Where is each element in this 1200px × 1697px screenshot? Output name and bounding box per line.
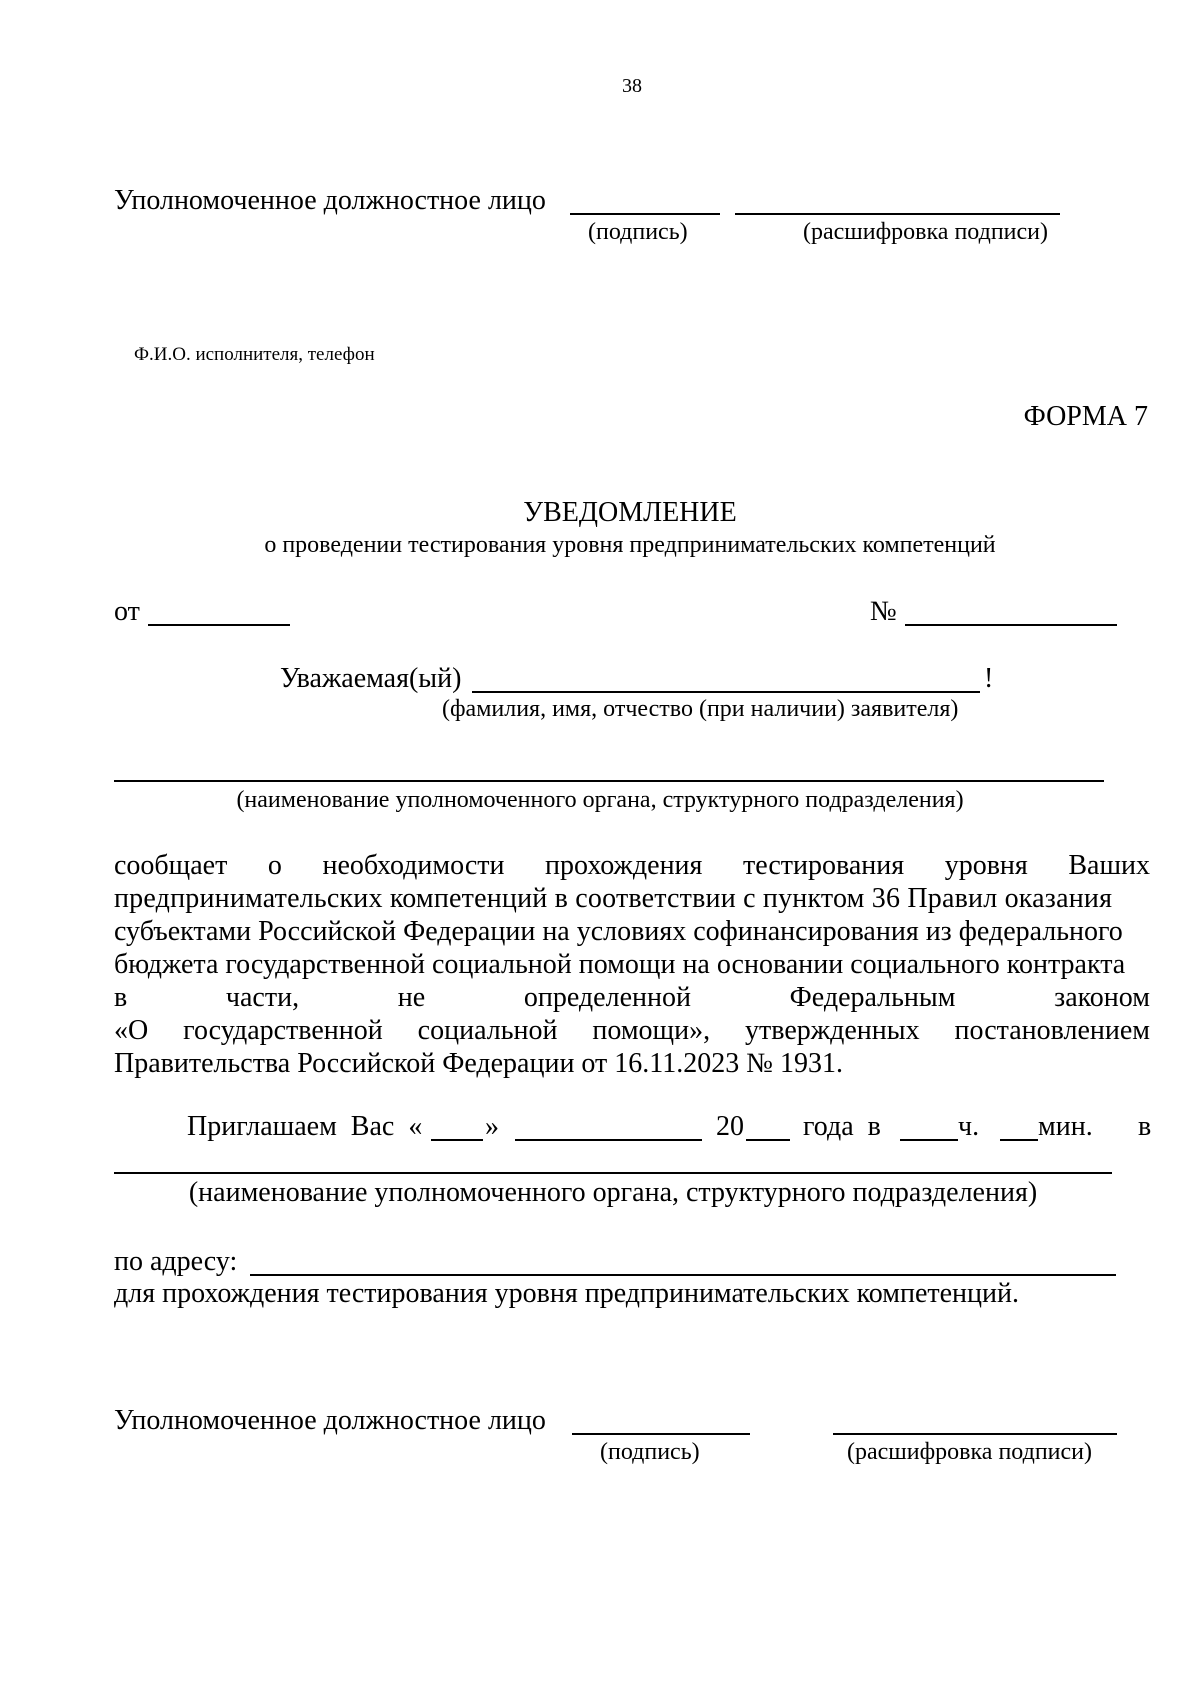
page-number: 38 — [622, 75, 642, 97]
bottom-signature-line[interactable] — [572, 1433, 750, 1435]
document-title: УВЕДОМЛЕНИЕ — [523, 497, 737, 528]
top-signature-line[interactable] — [570, 213, 720, 215]
body-line-6-word: постановлением — [954, 1015, 1150, 1046]
bottom-signature-label: Уполномоченное должностное лицо — [114, 1405, 546, 1436]
address-field[interactable] — [250, 1274, 1116, 1276]
date-label: от — [114, 596, 140, 627]
invite-minutes-label: мин. — [1038, 1111, 1093, 1142]
body-line-6-word: «О — [114, 1015, 149, 1046]
body-line-5-word: части, — [225, 982, 300, 1013]
applicant-name-field[interactable] — [472, 691, 980, 693]
body-line-5-word: не — [397, 982, 426, 1013]
body-line-6-word: социальной — [417, 1015, 558, 1046]
body-line-5-word: законом — [1054, 982, 1150, 1013]
number-label: № — [870, 596, 897, 627]
top-decoding-line[interactable] — [735, 213, 1060, 215]
body-line-5-word: Федеральным — [789, 982, 956, 1013]
body-line-1-word: необходимости — [322, 850, 505, 881]
body-line-1 — [114, 850, 1150, 882]
invite-year-field[interactable] — [746, 1139, 790, 1141]
document-subtitle: о проведении тестирования уровня предпринимательских компетенций — [264, 532, 996, 558]
body-line-5-word: определенной — [523, 982, 691, 1013]
bottom-decoding-caption: (расшифровка подписи) — [847, 1439, 1092, 1465]
invite-minutes-field[interactable] — [1000, 1139, 1038, 1141]
invite-day-field[interactable] — [431, 1139, 483, 1141]
invite-year-word: года в — [803, 1111, 881, 1142]
org-caption-1: (наименование уполномоченного органа, структурного подразделения) — [236, 787, 964, 813]
bottom-decoding-line[interactable] — [833, 1433, 1117, 1435]
body-line-3: субъектами Российской Федерации на условиях софинансирования из федерального — [114, 916, 1123, 947]
body-line-1-word: тестирования — [742, 850, 905, 881]
invite-in-word: в — [1138, 1111, 1152, 1142]
body-line-6-word: помощи», — [592, 1015, 711, 1046]
body-line-6-word: утвержденных — [745, 1015, 920, 1046]
greeting-suffix: ! — [984, 663, 994, 694]
top-signature-caption: (подпись) — [588, 219, 688, 245]
top-signature-label: Уполномоченное должностное лицо — [114, 185, 546, 216]
address-label: по адресу: — [114, 1246, 238, 1277]
org-name-field-2[interactable] — [114, 1172, 1112, 1174]
invite-hours-label: ч. — [958, 1111, 980, 1142]
applicant-name-caption: (фамилия, имя, отчество (при наличии) заявителя) — [442, 696, 959, 722]
date-field[interactable] — [148, 624, 290, 626]
body-line-1-word: о — [267, 850, 282, 881]
top-decoding-caption: (расшифровка подписи) — [803, 219, 1048, 245]
body-line-6 — [114, 1015, 1150, 1047]
body-line-4: бюджета государственной социальной помощи на основании социального контракта — [114, 949, 1126, 980]
body-line-1-word: Ваших — [1068, 850, 1150, 881]
invite-quote-close: » — [485, 1111, 499, 1142]
executor-label: Ф.И.О. исполнителя, телефон — [134, 344, 375, 365]
invite-year-prefix: 20 — [716, 1111, 744, 1142]
form-label: ФОРМА 7 — [1023, 401, 1148, 432]
org-caption-2: (наименование уполномоченного органа, структурного подразделения) — [188, 1177, 1038, 1208]
body-line-5-word: в — [114, 982, 128, 1013]
body-line-7: Правительства Российской Федерации от 16.11.2023 № 1931. — [114, 1048, 843, 1079]
greeting-prefix: Уважаемая(ый) — [280, 663, 462, 694]
org-name-field-1[interactable] — [114, 780, 1104, 782]
purpose-line: для прохождения тестирования уровня предпринимательских компетенций. — [114, 1278, 1019, 1309]
body-line-6-word: государственной — [183, 1015, 383, 1046]
body-line-5 — [114, 982, 1150, 1014]
body-line-1-word: уровня — [944, 850, 1028, 881]
bottom-signature-caption: (подпись) — [600, 1439, 700, 1465]
body-line-1-word: прохождения — [545, 850, 703, 881]
body-line-1-word: сообщает — [114, 850, 228, 881]
invite-prefix: Приглашаем Вас « — [187, 1111, 423, 1142]
body-line-2: предпринимательских компетенций в соответствии с пунктом 36 Правил оказания — [114, 883, 1113, 914]
number-field[interactable] — [905, 624, 1117, 626]
invite-hours-field[interactable] — [900, 1139, 958, 1141]
invite-month-field[interactable] — [515, 1139, 702, 1141]
